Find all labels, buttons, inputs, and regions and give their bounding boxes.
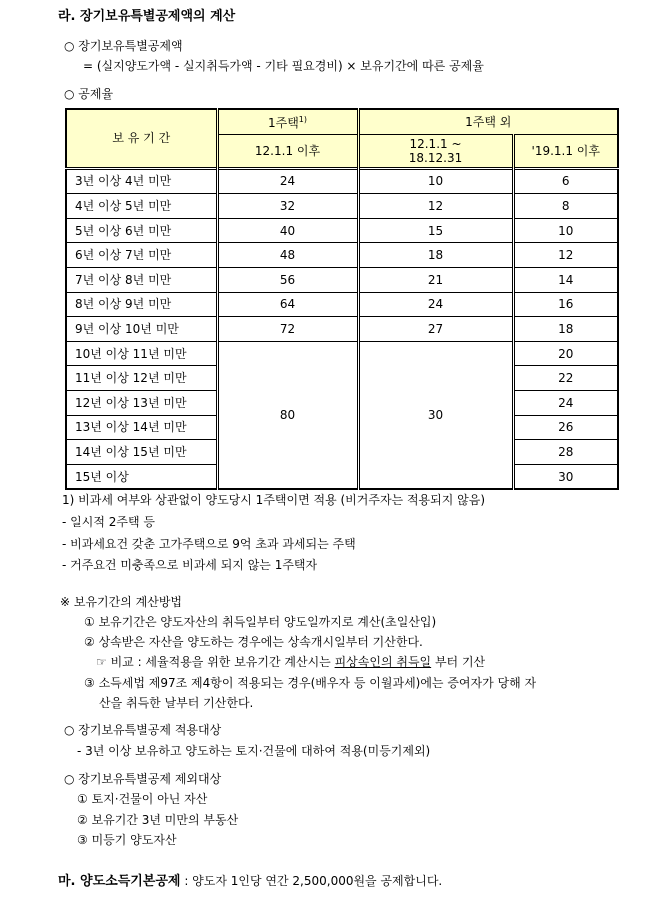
other-2019-rate: 26 xyxy=(513,415,618,440)
section-ma: 마. 양도소득기본공제 : 양도자 1인당 연간 2,500,000원을 공제합니다. xyxy=(58,874,443,889)
other-2012-rate: 12 xyxy=(358,194,513,219)
other-2019-rate: 18 xyxy=(513,317,618,342)
table-row xyxy=(66,317,618,342)
formula: = (실지양도가액 - 실지취득가액 - 기타 필요경비) × 보유기간에 따른 공제율 xyxy=(83,59,484,73)
other-2012-rate: 27 xyxy=(358,317,513,342)
period-cell: 3년 이상 4년 미만 xyxy=(66,168,217,194)
one-house-rate: 24 xyxy=(217,168,358,194)
table-row xyxy=(66,267,618,292)
period-cell: 9년 이상 10년 미만 xyxy=(66,317,217,342)
table-row xyxy=(66,243,618,268)
other-2019-rate: 6 xyxy=(513,168,618,194)
other-2019-rate: 30 xyxy=(513,464,618,489)
method-item-2: ② 상속받은 자산을 양도하는 경우에는 상속개시일부터 기산한다. xyxy=(84,635,423,649)
other-2012-rate-merged: 30 xyxy=(358,341,513,489)
one-house-rate: 32 xyxy=(217,194,358,219)
period-cell: 4년 이상 5년 미만 xyxy=(66,194,217,219)
section-ra-title: 라. 장기보유특별공제액의 계산 xyxy=(58,9,236,24)
method-item-1: ① 보유기간은 양도자산의 취득일부터 양도일까지로 계산(초일산입) xyxy=(84,615,437,629)
other-2012-rate: 10 xyxy=(358,168,513,194)
one-house-rate: 48 xyxy=(217,243,358,268)
method-compare: ☞ 비교 : 세율적용을 위한 보유기간 계산시는 피상속인의 취득일 부터 기산 xyxy=(96,655,486,669)
one-house-rate: 40 xyxy=(217,218,358,243)
period-cell: 13년 이상 14년 미만 xyxy=(66,415,217,440)
header-one-house: 1주택$^{1)}$ xyxy=(217,109,358,134)
period-cell: 10년 이상 11년 미만 xyxy=(66,341,217,366)
other-2019-rate: 8 xyxy=(513,194,618,219)
period-cell: 5년 이상 6년 미만 xyxy=(66,218,217,243)
one-house-rate: 64 xyxy=(217,292,358,317)
table-row xyxy=(66,341,618,366)
one-house-rate: 56 xyxy=(217,267,358,292)
header-other-2012-2018: 12.1.1 ~ 18.12.31 xyxy=(358,134,513,168)
bullet-deduction-amount: ○ 장기보유특별공제액 xyxy=(64,39,183,53)
table-row xyxy=(66,292,618,317)
deduction-rate-table xyxy=(65,108,619,490)
period-cell: 7년 이상 8년 미만 xyxy=(66,267,217,292)
apply-line: - 3년 이상 보유하고 양도하는 토지·건물에 대하여 적용(미등기제외) xyxy=(77,744,431,758)
other-2012-rate: 24 xyxy=(358,292,513,317)
header-other-since-2019: '19.1.1 이후 xyxy=(513,134,618,168)
period-cell: 12년 이상 13년 미만 xyxy=(66,390,217,415)
period-cell: 15년 이상 xyxy=(66,464,217,489)
apply-title: ○ 장기보유특별공제 적용대상 xyxy=(64,723,222,737)
header-period: 보 유 기 간 xyxy=(66,109,217,168)
other-2019-rate: 28 xyxy=(513,440,618,465)
other-2012-rate: 18 xyxy=(358,243,513,268)
other-2019-rate: 12 xyxy=(513,243,618,268)
other-2019-rate: 14 xyxy=(513,267,618,292)
other-2019-rate: 20 xyxy=(513,341,618,366)
period-cell: 11년 이상 12년 미만 xyxy=(66,366,217,391)
table-row xyxy=(66,194,618,219)
one-house-rate-merged: 80 xyxy=(217,341,358,489)
footnote-line: - 비과세요건 갖춘 고가주택으로 9억 초과 과세되는 주택 xyxy=(62,537,356,551)
method-item-3: ③ 소득세법 제97조 제4항이 적용되는 경우(배우자 등 이월과세)에는 증여자가 당해 자 xyxy=(84,676,537,690)
method-item-3-cont: 산을 취득한 날부터 기산한다. xyxy=(99,696,254,710)
exclude-title: ○ 장기보유특별공제 제외대상 xyxy=(64,772,222,786)
exclude-item: ③ 미등기 양도자산 xyxy=(77,833,177,847)
table-row xyxy=(66,218,618,243)
other-2012-rate: 15 xyxy=(358,218,513,243)
other-2019-rate: 22 xyxy=(513,366,618,391)
one-house-rate: 72 xyxy=(217,317,358,342)
bullet-deduction-rate: ○ 공제율 xyxy=(64,87,114,101)
exclude-item: ① 토지·건물이 아닌 자산 xyxy=(77,792,208,806)
other-2019-rate: 10 xyxy=(513,218,618,243)
period-cell: 6년 이상 7년 미만 xyxy=(66,243,217,268)
footnote-line: 1) 비과세 여부와 상관없이 양도당시 1주택이면 적용 (비거주자는 적용되지 않음) xyxy=(62,493,485,507)
header-other-house: 1주택 외 xyxy=(358,109,618,134)
method-title: ※ 보유기간의 계산방법 xyxy=(60,595,183,609)
other-2019-rate: 16 xyxy=(513,292,618,317)
header-one-since-2012: 12.1.1 이후 xyxy=(217,134,358,168)
period-cell: 8년 이상 9년 미만 xyxy=(66,292,217,317)
table-row xyxy=(66,168,618,194)
footnote-line: - 일시적 2주택 등 xyxy=(62,515,155,529)
other-2012-rate: 21 xyxy=(358,267,513,292)
exclude-item: ② 보유기간 3년 미만의 부동산 xyxy=(77,813,239,827)
footnote-line: - 거주요건 미충족으로 비과세 되지 않는 1주택자 xyxy=(62,558,318,572)
period-cell: 14년 이상 15년 미만 xyxy=(66,440,217,465)
other-2019-rate: 24 xyxy=(513,390,618,415)
